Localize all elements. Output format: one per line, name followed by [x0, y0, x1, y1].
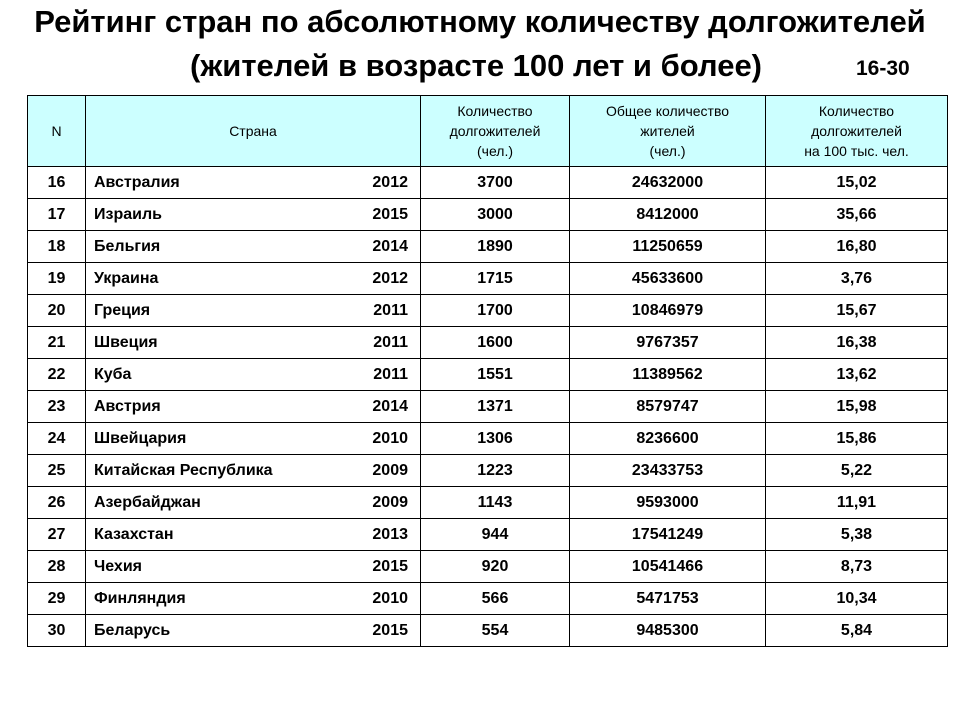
cell-n: 29 — [28, 583, 86, 615]
cell-count: 1306 — [421, 423, 570, 455]
data-year: 2012 — [372, 269, 408, 287]
cell-count: 944 — [421, 519, 570, 551]
data-year: 2011 — [373, 301, 408, 319]
cell-per100k: 15,67 — [766, 295, 948, 327]
cell-count: 1371 — [421, 391, 570, 423]
cell-country — [86, 615, 421, 647]
table-row — [28, 231, 948, 263]
cell-n: 18 — [28, 231, 86, 263]
cell-population: 10541466 — [570, 551, 766, 583]
header-n — [28, 96, 86, 167]
header-count-line2: долгожителей — [449, 123, 541, 139]
cell-count: 1551 — [421, 359, 570, 391]
cell-per100k: 15,98 — [766, 391, 948, 423]
cell-n: 22 — [28, 359, 86, 391]
table-row — [28, 519, 948, 551]
data-year: 2015 — [372, 205, 408, 223]
data-year: 2014 — [372, 237, 408, 255]
cell-country — [86, 231, 421, 263]
cell-count: 1700 — [421, 295, 570, 327]
cell-n: 26 — [28, 487, 86, 519]
cell-count: 566 — [421, 583, 570, 615]
cell-per100k: 16,80 — [766, 231, 948, 263]
header-population-line1: Общее количество — [605, 103, 730, 119]
table-row — [28, 487, 948, 519]
header-per100k-line1: Количество — [818, 103, 895, 119]
data-year: 2010 — [372, 589, 408, 607]
cell-count: 554 — [421, 615, 570, 647]
header-row — [28, 96, 948, 167]
table-body — [28, 167, 948, 647]
header-count-line1: Количество — [457, 103, 533, 119]
country-name: Греция — [94, 301, 151, 319]
range-label: 16-30 — [856, 57, 910, 80]
cell-n: 16 — [28, 167, 86, 199]
data-year: 2009 — [372, 461, 408, 479]
data-year: 2012 — [372, 173, 408, 191]
data-year: 2013 — [372, 525, 408, 543]
header-n-label: N — [51, 123, 62, 139]
cell-per100k: 16,38 — [766, 327, 948, 359]
cell-country — [86, 487, 421, 519]
cell-population: 45633600 — [570, 263, 766, 295]
cell-country — [86, 199, 421, 231]
cell-count: 1143 — [421, 487, 570, 519]
header-population — [570, 96, 766, 167]
data-year: 2015 — [372, 621, 408, 639]
country-name: Швеция — [94, 333, 158, 351]
cell-per100k: 15,02 — [766, 167, 948, 199]
cell-per100k: 15,86 — [766, 423, 948, 455]
cell-population: 17541249 — [570, 519, 766, 551]
cell-population: 23433753 — [570, 455, 766, 487]
header-count-line3: (чел.) — [477, 143, 513, 159]
cell-population: 11250659 — [570, 231, 766, 263]
country-name: Израиль — [94, 205, 162, 223]
cell-n: 28 — [28, 551, 86, 583]
cell-country — [86, 455, 421, 487]
cell-population: 9767357 — [570, 327, 766, 359]
header-per100k-line3: на 100 тыс. чел. — [804, 143, 909, 159]
cell-count: 3000 — [421, 199, 570, 231]
country-name: Чехия — [94, 557, 142, 575]
cell-per100k: 11,91 — [766, 487, 948, 519]
country-name: Азербайджан — [94, 493, 201, 511]
cell-population: 9593000 — [570, 487, 766, 519]
table-row — [28, 615, 948, 647]
table-row — [28, 551, 948, 583]
cell-n: 24 — [28, 423, 86, 455]
cell-country — [86, 327, 421, 359]
cell-country — [86, 295, 421, 327]
cell-n: 21 — [28, 327, 86, 359]
country-name: Китайская Республика — [94, 461, 273, 479]
cell-population: 8412000 — [570, 199, 766, 231]
cell-per100k: 35,66 — [766, 199, 948, 231]
cell-count: 1715 — [421, 263, 570, 295]
cell-country — [86, 583, 421, 615]
table-row — [28, 295, 948, 327]
cell-population: 10846979 — [570, 295, 766, 327]
cell-population: 9485300 — [570, 615, 766, 647]
cell-count: 3700 — [421, 167, 570, 199]
cell-per100k: 8,73 — [766, 551, 948, 583]
table-row — [28, 263, 948, 295]
table-row — [28, 199, 948, 231]
cell-country — [86, 391, 421, 423]
country-name: Куба — [94, 365, 132, 383]
cell-n: 25 — [28, 455, 86, 487]
header-count — [421, 96, 570, 167]
table-row — [28, 391, 948, 423]
cell-n: 20 — [28, 295, 86, 327]
table-row — [28, 167, 948, 199]
header-population-line3: (чел.) — [649, 143, 686, 159]
cell-population: 11389562 — [570, 359, 766, 391]
data-year: 2011 — [373, 333, 408, 351]
header-per100k — [766, 96, 948, 167]
data-year: 2015 — [372, 557, 408, 575]
cell-per100k: 5,22 — [766, 455, 948, 487]
cell-count: 1223 — [421, 455, 570, 487]
country-name: Бельгия — [94, 237, 161, 255]
cell-population: 24632000 — [570, 167, 766, 199]
cell-population: 5471753 — [570, 583, 766, 615]
cell-count: 920 — [421, 551, 570, 583]
header-country — [86, 96, 421, 167]
header-population-line2: жителей — [640, 123, 695, 139]
cell-population: 8236600 — [570, 423, 766, 455]
cell-country — [86, 167, 421, 199]
cell-country — [86, 551, 421, 583]
cell-count: 1890 — [421, 231, 570, 263]
data-year: 2009 — [372, 493, 408, 511]
cell-per100k: 3,76 — [766, 263, 948, 295]
header-country-label: Страна — [229, 123, 277, 139]
cell-country — [86, 263, 421, 295]
data-year: 2010 — [372, 429, 408, 447]
cell-per100k: 13,62 — [766, 359, 948, 391]
cell-n: 27 — [28, 519, 86, 551]
table-row — [28, 327, 948, 359]
data-year: 2011 — [373, 365, 408, 383]
cell-n: 17 — [28, 199, 86, 231]
cell-count: 1600 — [421, 327, 570, 359]
table-row — [28, 359, 948, 391]
cell-n: 19 — [28, 263, 86, 295]
country-name: Австрия — [94, 397, 161, 415]
country-name: Казахстан — [94, 525, 174, 543]
country-name: Финляндия — [94, 589, 186, 607]
cell-n: 23 — [28, 391, 86, 423]
cell-country — [86, 423, 421, 455]
country-name: Беларусь — [94, 621, 171, 639]
table-row — [28, 455, 948, 487]
cell-per100k: 5,84 — [766, 615, 948, 647]
data-year: 2014 — [372, 397, 408, 415]
table-row — [28, 423, 948, 455]
page-title: Рейтинг стран по абсолютному количеству долгожителей — [34, 4, 926, 39]
cell-population: 8579747 — [570, 391, 766, 423]
cell-n: 30 — [28, 615, 86, 647]
cell-country — [86, 519, 421, 551]
cell-country — [86, 359, 421, 391]
country-name: Украина — [94, 269, 159, 287]
cell-per100k: 5,38 — [766, 519, 948, 551]
country-name: Австралия — [94, 173, 180, 191]
country-name: Швейцария — [94, 429, 187, 447]
page-subtitle: (жителей в возрасте 100 лет и более) — [190, 48, 763, 83]
header-per100k-line2: долгожителей — [811, 123, 902, 139]
rating-table — [27, 95, 948, 647]
table-row — [28, 583, 948, 615]
cell-per100k: 10,34 — [766, 583, 948, 615]
